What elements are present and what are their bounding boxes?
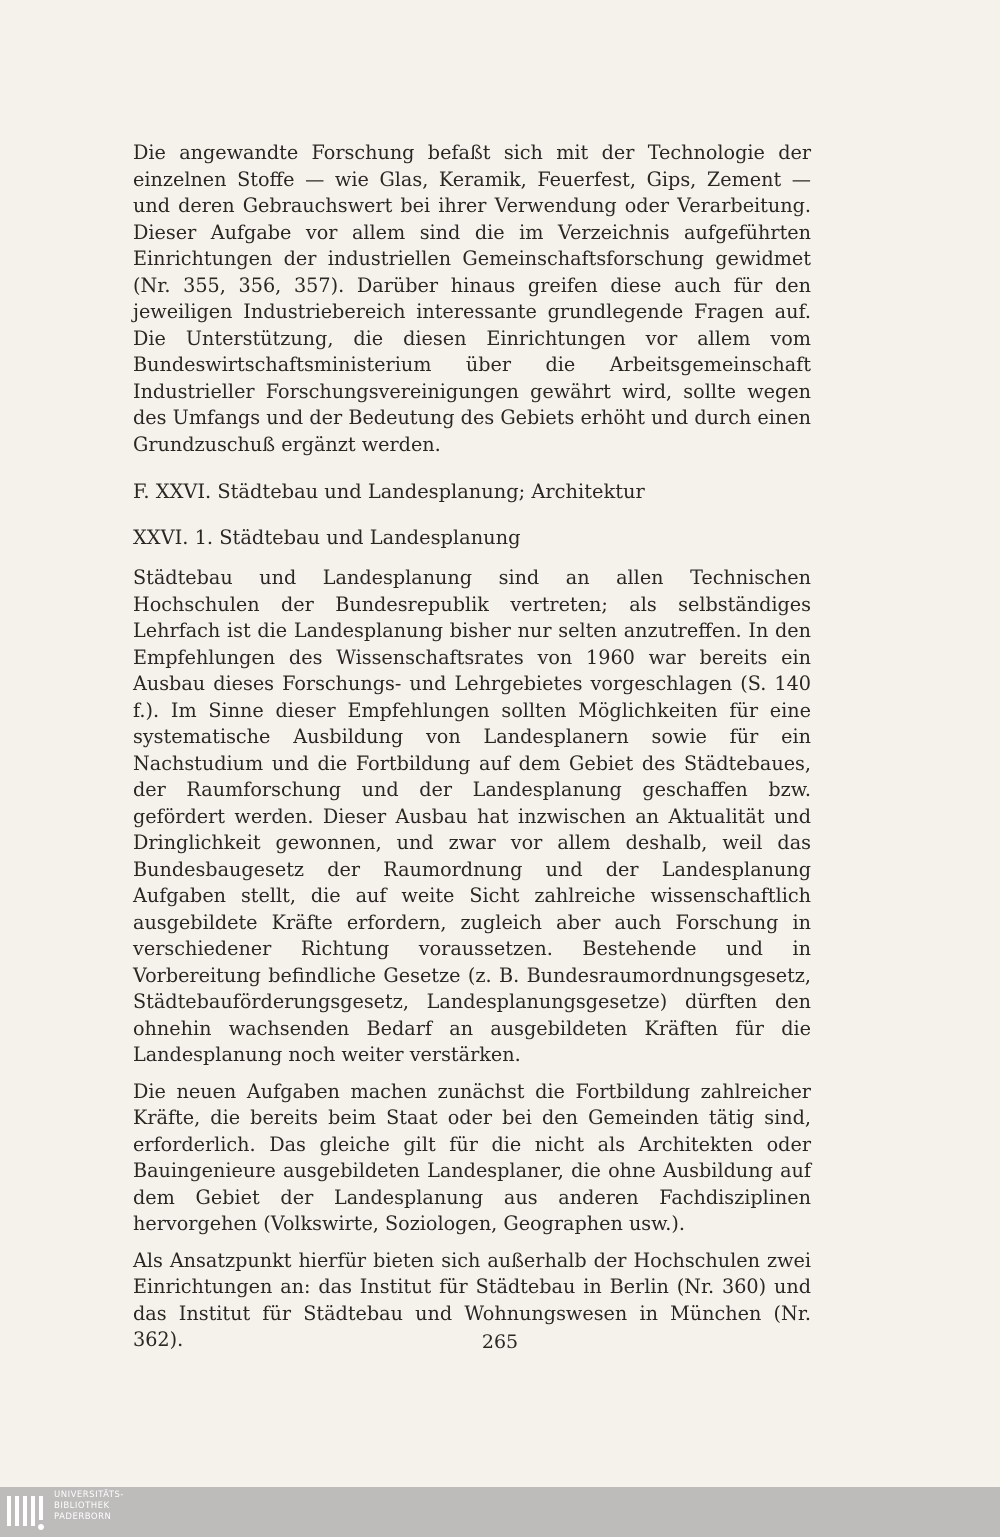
paragraph-4: Als Ansatzpunkt hierfür bieten sich außerhalb der Hochschulen zwei Einrichtungen an: das Institut für Städtebau in Berlin (Nr. 360) und das Institut für Städtebau und Wohnungswesen in München (Nr. 362). [133, 1248, 811, 1351]
library-name [54, 1490, 124, 1523]
section-heading: F. XXVI. Städtebau und Landesplanung; Architektur [133, 480, 645, 503]
subsection-heading: XXVI. 1. Städtebau und Landesplanung [133, 526, 521, 549]
library-name-line-3: PADERBORN [54, 1512, 112, 1522]
library-name-line-1: UNIVERSITÄTS- [54, 1490, 124, 1500]
page-number: 265 [481, 1331, 519, 1353]
paragraph-3: Die neuen Aufgaben machen zunächst die Fortbildung zahlreicher Kräfte, die bereits beim Staat oder bei den Gemeinden tätig sind, erforderlich. Das gleiche gilt für die nicht als Architekten oder Bauingenieure ausgebildeten Landesplaner, die ohne Ausbildung auf dem Gebiet der Landesplanung aus anderen Fachdisziplinen hervorgehen (Volkswirte, Soziologen, Geographen usw.). [133, 1079, 811, 1235]
library-footer [0, 1487, 1000, 1537]
paragraph-2: Städtebau und Landesplanung sind an allen Technischen Hochschulen der Bundesrepublik vertreten; als selbständiges Lehrfach ist die Landesplanung bisher nur selten anzutreffen. In den Empfehlungen des Wissenschaftsrates von 1960 war bereits ein Ausbau dieses Forschungs- und Lehrgebietes vorgeschlagen (S. 140 f.). Im Sinne dieser Empfehlungen sollten Möglichkeiten für eine systematische Ausbildung von Landesplanern sowie für ein Nachstudium und die Fortbildung auf dem Gebiet des Städtebaues, der Raumforschung und der Landesplanung geschaffen bzw. gefördert werden. Dieser Ausbau hat inzwischen an Aktualität und Dringlichkeit gewonnen, und zwar vor allem deshalb, weil das Bundesbaugesetz der Raumordnung und der Landesplanung Aufgaben stellt, die auf weite Sicht zahlreiche wissenschaftlich ausgebildete Kräfte erfordern, zugleich aber auch Forschung in verschiedener Richtung voraussetzen. Bestehende und in Vorbereitung befindliche Gesetze (z. B. Bundesraumordnungsgesetz, Städtebauförderungsgesetz, Landesplanungsgesetze) dürften den ohnehin wachsenden Bedarf an ausgebildeten Kräften für die Landesplanung noch weiter verstärken. [133, 566, 811, 1066]
library-name-line-2: BIBLIOTHEK [54, 1501, 110, 1511]
library-logo-icon [5, 1490, 46, 1533]
paragraph-1: Die angewandte Forschung befaßt sich mit der Technologie der einzelnen Stoffe — wie Glas, Keramik, Feuerfest, Gips, Zement — und deren Gebrauchswert bei ihrer Verwendung oder Verarbeitung. Dieser Aufgabe vor allem sind die im Verzeichnis aufgeführten Einrichtungen der industriellen Gemeinschaftsforschung gewidmet (Nr. 355, 356, 357). Darüber hinaus greifen diese auch für den jeweiligen Industriebereich interessante grundlegende Fragen auf. Die Unterstützung, die diesen Einrichtungen vor allem vom Bundeswirtschaftsministerium über die Arbeitsgemeinschaft Industrieller Forschungsvereinigungen gewährt wird, sollte wegen des Umfangs und der Bedeutung des Gebiets erhöht und durch einen Grundzuschuß ergänzt werden. [133, 141, 811, 456]
body-text [133, 140, 811, 1364]
